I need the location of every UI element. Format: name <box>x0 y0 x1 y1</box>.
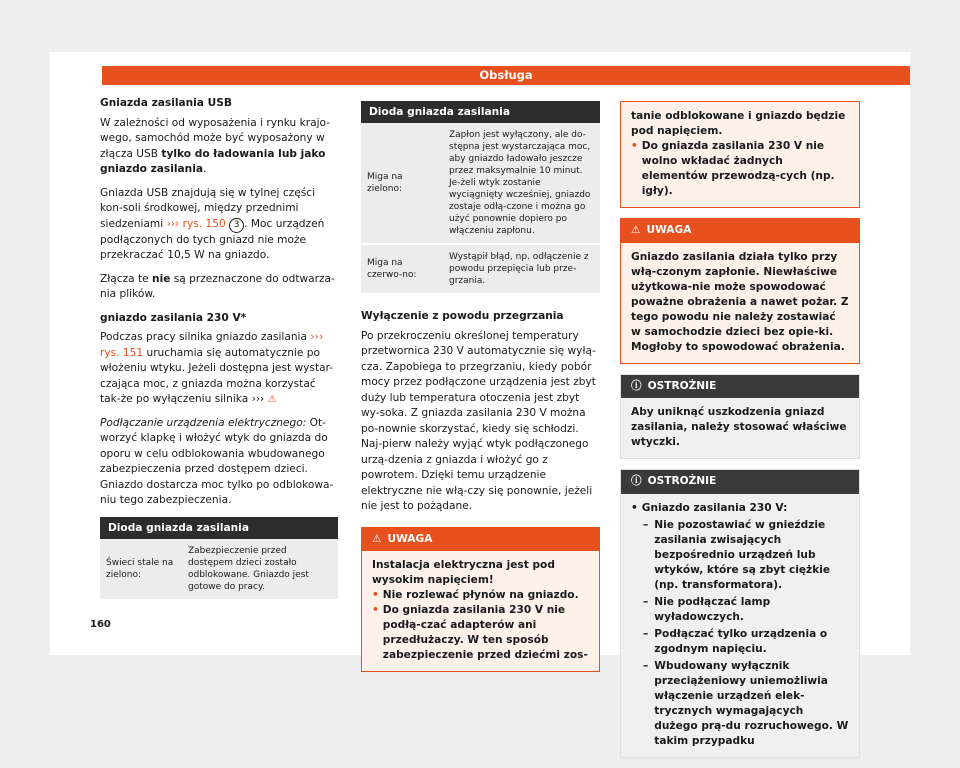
warning-box-continued: tanie odblokowane i gniazdo będzie pod napięciem. • Do gniazda zasilania 230 V nie wolno wkładać żadnych elementów przewodzą-cych (np. igły). <box>620 101 860 208</box>
figure-ref-150[interactable]: ››› rys. 150 <box>166 217 226 230</box>
column-right <box>620 101 860 768</box>
paragraph-230v: Podczas pracy silnika gniazdo zasilania ››› rys. 151 uruchamia się automatycznie po włożeniu wtyku. Jeżeli dostępna jest wystar-czająca moc, z gniazda można korzystać tak-że po wyłączeniu silnika ››› ⚠ <box>100 331 334 405</box>
list-item: • Do gniazda zasilania 230 V nie podłą-czać adapterów ani przedłużaczy. W ten sposób zabezpieczenie przed dziećmi zos- <box>372 604 588 661</box>
paragraph-usb-note: Złącza te nie są przeznaczone do odtwarza-nia plików. <box>100 272 335 300</box>
warning-header: ⚠ UWAGA <box>362 528 599 552</box>
callout-number: 3 <box>229 218 244 233</box>
led-table-2 <box>361 101 600 295</box>
heading-overheat: Wyłączenie z powodu przegrzania <box>361 310 564 322</box>
heading-230v: gniazdo zasilania 230 V* <box>100 311 247 324</box>
section-header: Obsługa <box>102 66 910 85</box>
caution-box-2: ⓘ OSTROŻNIE • Gniazdo zasilania 230 V: – Nie pozostawiać w gnieździe zasilania zwisających bezpośrednio urządzeń lub wtyków, które są zbyt ciężkie (np. transformatora). – Nie podłączać lamp wyładowczych. – Podłączać tylko urządzenia o zgodnym napięciu. – Wbudowany wyłącznik przeciążeniowy uniemożliwia włączenie urządzeń elek-trycznych wymagających dużego prą-du rozruchowego. W takim przypadku <box>620 469 860 758</box>
info-circle-icon: ⓘ <box>631 475 642 487</box>
info-circle-icon: ⓘ <box>631 379 642 392</box>
table-header: Dioda gniazda zasilania <box>100 517 338 539</box>
paragraph-connect: Podłączanie urządzenia elektrycznego: Ot-worzyć klapkę i włożyć wtyk do gniazda do oporu w celu odblokowania wbudowanego zabezpieczenia przed dostępem dzieci. Gniazdo dostarcza moc tylko po odblokowa-niu tego zabezpieczenia. <box>100 416 334 506</box>
led-table-1 <box>100 517 338 601</box>
paragraph-overheat: Po przekroczeniu określonej temperatury przetwornica 230 V automatycznie się wyłą-cza. Zapobiega to przegrzaniu, kiedy pobór mocy przez podłączone urządzenia jest zbyt duży lub temperatura otoczenia jest zbyt wy-soka. Z gniazda zasilania 230 V można po-nownie skorzystać, kiedy się schłodzi. Naj-pierw należy wyjąć wtyk podłączonego urzą-dzenia z gniazda i włożyć go z powrotem. Dzięki temu urządzenie elektryczne nie włą-czy się ponownie, jeżeli nie jest to pożądane. <box>361 329 596 512</box>
column-left <box>100 96 338 611</box>
warning-box-1: ⚠ UWAGA Instalacja elektryczna jest pod wysokim napięciem! • Nie rozlewać płynów na gniazdo. • Do gniazda zasilania 230 V nie podłą-czać adapterów ani przedłużaczy. W ten sposób zabezpieczenie przed dziećmi zos- <box>361 527 600 673</box>
page-number: 160 <box>90 619 111 630</box>
list-item: – Nie pozostawiać w gnieździe zasilania zwisających bezpośrednio urządzeń lub wtyków, które są zbyt ciężkie (np. transformatora). <box>643 518 831 591</box>
heading-usb: Gniazda zasilania USB <box>100 97 232 109</box>
table-header: Dioda gniazda zasilania <box>361 101 600 123</box>
warning-triangle-icon: ⚠ <box>631 224 641 236</box>
paragraph-usb-location: Gniazda USB znajdują się w tylnej części kon-soli środkowej, między przednimi siedzeniami ››› rys. 150 3 . Moc urządzeń podłączonych do tych gniazd nie może przekraczać 10,5 W na gniazdo. <box>100 186 325 261</box>
list-item: – Podłączać tylko urządzenia o zgodnym napięciu. <box>643 627 828 655</box>
table-row: Miga na zielono: Zapłon jest wyłączony, ale do-stępna jest wystarczająca moc, aby gniazdo ładowało jeszcze przez maksymalnie 10 minut. Je-żeli wtyk zostanie wyciągnięty wcześniej, gniazdo zostaje odłą-czone i można go użyć ponownie dopiero po włączeniu zapłonu. <box>361 123 600 244</box>
paragraph-usb-intro: W zależności od wyposażenia i rynku krajo-wego, samochód może być wyposażony w złącza USB tylko do ładowania lub jako gniazdo zasilania. <box>100 116 331 175</box>
list-item: • Nie rozlewać płynów na gniazdo. <box>372 589 579 601</box>
column-middle <box>361 101 600 682</box>
figure-ref-151[interactable]: ››› rys. 151 <box>100 331 324 359</box>
list-item: – Wbudowany wyłącznik przeciążeniowy uniemożliwia włączenie urządzeń elek-trycznych wymagających dużego prą-du rozruchowego. W takim przypadku <box>643 659 849 747</box>
list-item: • Do gniazda zasilania 230 V nie wolno wkładać żadnych elementów przewodzą-cych (np. igły). <box>631 140 835 197</box>
warning-triangle-icon: ⚠ <box>372 532 382 545</box>
manual-page <box>50 52 910 747</box>
list-item: • Gniazdo zasilania 230 V: <box>631 501 788 514</box>
warning-box-2: ⚠ UWAGA Gniazdo zasilania działa tylko przy włą-czonym zapłonie. Niewłaściwe użytkowa-nie może spowodować poważne obrażenia a nawet pożar. Z tego powodu nie należy zostawiać w samochodzie dzieci bez opie-ki. Mogłoby to spowodować obrażenia. <box>620 218 860 364</box>
warning-triangle-icon[interactable]: ⚠ <box>267 394 277 405</box>
list-item: – Nie podłączać lamp wyładowczych. <box>643 595 771 623</box>
table-row: Miga na czerwo-no: Wystąpił błąd, np. odłączenie z powodu przepięcia lub prze-grzania. <box>361 244 600 294</box>
table-row: Świeci stale na zielono: Zabezpieczenie przed dostępem dzieci zostało odblokowane. Gniazdo jest gotowe do pracy. <box>100 539 338 600</box>
caution-box-1: ⓘ OSTROŻNIE Aby uniknąć uszkodzenia gniazd zasilania, należy stosować właściwe wtyczki. <box>620 374 860 460</box>
